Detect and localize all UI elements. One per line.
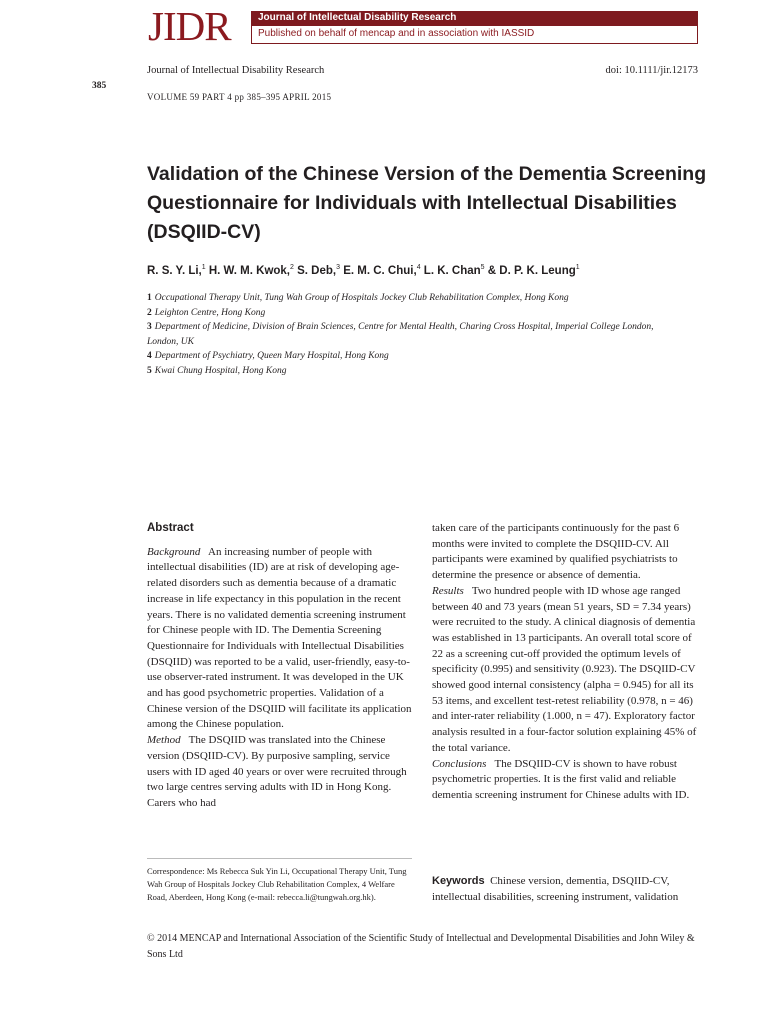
author xyxy=(424,265,485,277)
abstract-method xyxy=(147,733,412,812)
author xyxy=(297,265,340,277)
affiliation-text: Kwai Chung Hospital, Hong Kong xyxy=(154,365,287,376)
affiliation-text: Department of Psychiatry, Queen Mary Hospital, Hong Kong xyxy=(154,351,389,361)
affiliation-number: 2 xyxy=(147,307,152,318)
author xyxy=(343,265,420,277)
keywords-text: Chinese version, dementia, DSQIID-CV, intellectual disabilities, screening instrument, validation xyxy=(432,875,679,903)
affiliation-number: 4 xyxy=(147,351,152,361)
author-affiliation-mark: 5 xyxy=(480,264,485,271)
author-name: R. S. Y. Li, xyxy=(147,264,202,277)
affiliation-number: 3 xyxy=(147,322,152,332)
page-number: 385 xyxy=(92,81,107,91)
results-text: Two hundred people with ID whose age ranged between 40 and 73 years (mean 51 years, SD = 7.34 years) were recruited to the study. A clinical diagnosis of dementia was established in 13 participants. An overall total score of 22 as a screening cut-off provided the optimum levels of specificity (0.995) and sensitivity (0.923). The DSQIID-CV showed good internal consistency (alpha = 0.945) for all its 53 items, and excellent test-retest reliability (0.978, n = 46) and inter-rater reliability (1.000, n = 47). Exploratory factor analysis resulted in a four-factor solution explaining 45% of the total variance. xyxy=(432,584,697,754)
author-affiliation-mark: 4 xyxy=(416,264,421,271)
affiliation xyxy=(147,306,677,321)
publisher-bar xyxy=(251,26,698,44)
abstract-background xyxy=(147,545,412,733)
journal-name-bar xyxy=(251,11,698,26)
author-name: H. W. M. Kwok, xyxy=(208,264,290,277)
author-name: L. K. Chan xyxy=(423,264,481,277)
keywords xyxy=(432,874,700,905)
affiliation-text: Department of Medicine, Division of Brain Sciences, Centre for Mental Health, Charing Cross Hospital, Imperial College London, London, UK xyxy=(147,322,654,347)
affiliation-number: 5 xyxy=(147,365,152,376)
method-label: Method xyxy=(147,734,181,747)
author-affiliation-mark: 1 xyxy=(201,264,206,271)
running-head-journal: Journal of Intellectual Disability Research xyxy=(147,65,325,76)
abstract-heading: Abstract xyxy=(147,522,194,534)
affiliation xyxy=(147,364,677,379)
conclusions-label: Conclusions xyxy=(432,757,487,770)
affiliation-text: Occupational Therapy Unit, Tung Wah Group of Hospitals Jockey Club Rehabilitation Complex, Hong Kong xyxy=(154,293,569,303)
abstract-column-right xyxy=(432,521,698,804)
author-affiliation-mark: 3 xyxy=(336,264,340,271)
author-affiliation-mark: 2 xyxy=(290,264,294,271)
footnote-rule xyxy=(147,858,412,859)
keywords-label: Keywords xyxy=(432,875,485,887)
journal-logo: JIDR xyxy=(148,3,231,49)
journal-banner xyxy=(146,3,698,49)
article-title: Validation of the Chinese Version of the Dementia Screening Questionnaire for Individuals with Intellectual Disabilities (DSQIID-CV) xyxy=(147,163,707,243)
results-label: Results xyxy=(432,584,464,597)
author xyxy=(147,265,206,277)
affiliation-number: 1 xyxy=(147,293,152,303)
affiliation xyxy=(147,349,677,364)
conclusions-text: The DSQIID-CV is shown to have robust psychometric properties. It is the first valid and reliable dementia screening instrument for Chinese adults with ID. xyxy=(432,757,690,801)
author-affiliation-mark: 1 xyxy=(575,264,580,271)
abstract-column-left xyxy=(147,521,412,812)
doi[interactable]: doi: 10.1111/jir.12173 xyxy=(605,65,698,76)
background-label: Background xyxy=(147,545,201,558)
background-text: An increasing number of people with intellectual disabilities (ID) are at risk of developing age-related disorders such as dementia because of a dramatic increase in life expectancy in this population in the recent years. There is no validated dementia screening instrument for Chinese people with ID. The Dementia Screening Questionnaire for Individuals with Intellectual Disabilities (DSQIID) was reported to be a valid, user-friendly, easy-to-use observer-rated instrument. It was developed in the UK and has good psychometric properties. Validation of a Chinese version of the DSQIID will facilitate its application among the Chinese population. xyxy=(147,545,412,731)
journal-name: Journal of Intellectual Disability Research xyxy=(258,12,457,23)
author-name: & D. P. K. Leung xyxy=(487,264,576,277)
copyright: © 2014 MENCAP and International Association of the Scientific Study of Intellectual and Developmental Disabilities and John Wiley & Sons Ltd xyxy=(147,933,695,960)
method-text: The DSQIID was translated into the Chinese version (DSQIID-CV). By purposive sampling, service users with ID aged 40 years or over were recruited through two large centres serving adults with ID in Hong Kong. Carers who had xyxy=(147,734,407,809)
correspondence: Correspondence: Ms Rebecca Suk Yin Li, Occupational Therapy Unit, Tung Wah Group of Hospitals Jockey Club Rehabilitation Complex, 4 Welfare Road, Aberdeen, Hong Kong (e-mail: rebecca.li@tungwah.org.hk). xyxy=(147,866,407,902)
abstract-results xyxy=(432,584,698,757)
publisher-line: Published on behalf of mencap and in association with IASSID xyxy=(258,28,535,39)
author xyxy=(488,265,580,277)
author-list xyxy=(147,264,580,277)
affiliation-list xyxy=(147,291,677,378)
author-name: E. M. C. Chui, xyxy=(343,264,417,277)
affiliation-text: Leighton Centre, Hong Kong xyxy=(154,307,266,318)
author xyxy=(209,265,294,277)
affiliation xyxy=(147,291,677,306)
affiliation xyxy=(147,320,677,349)
author-name: S. Deb, xyxy=(297,264,337,277)
volume-line: VOLUME 59 PART 4 pp 385–395 APRIL 2015 xyxy=(147,92,332,102)
abstract-conclusions xyxy=(432,757,698,804)
method-continued: taken care of the participants continuously for the past 6 months were invited to complete the DSQIID-CV. All participants were examined by qualified psychiatrists to determine the presence or absence of dementia. xyxy=(432,522,680,582)
